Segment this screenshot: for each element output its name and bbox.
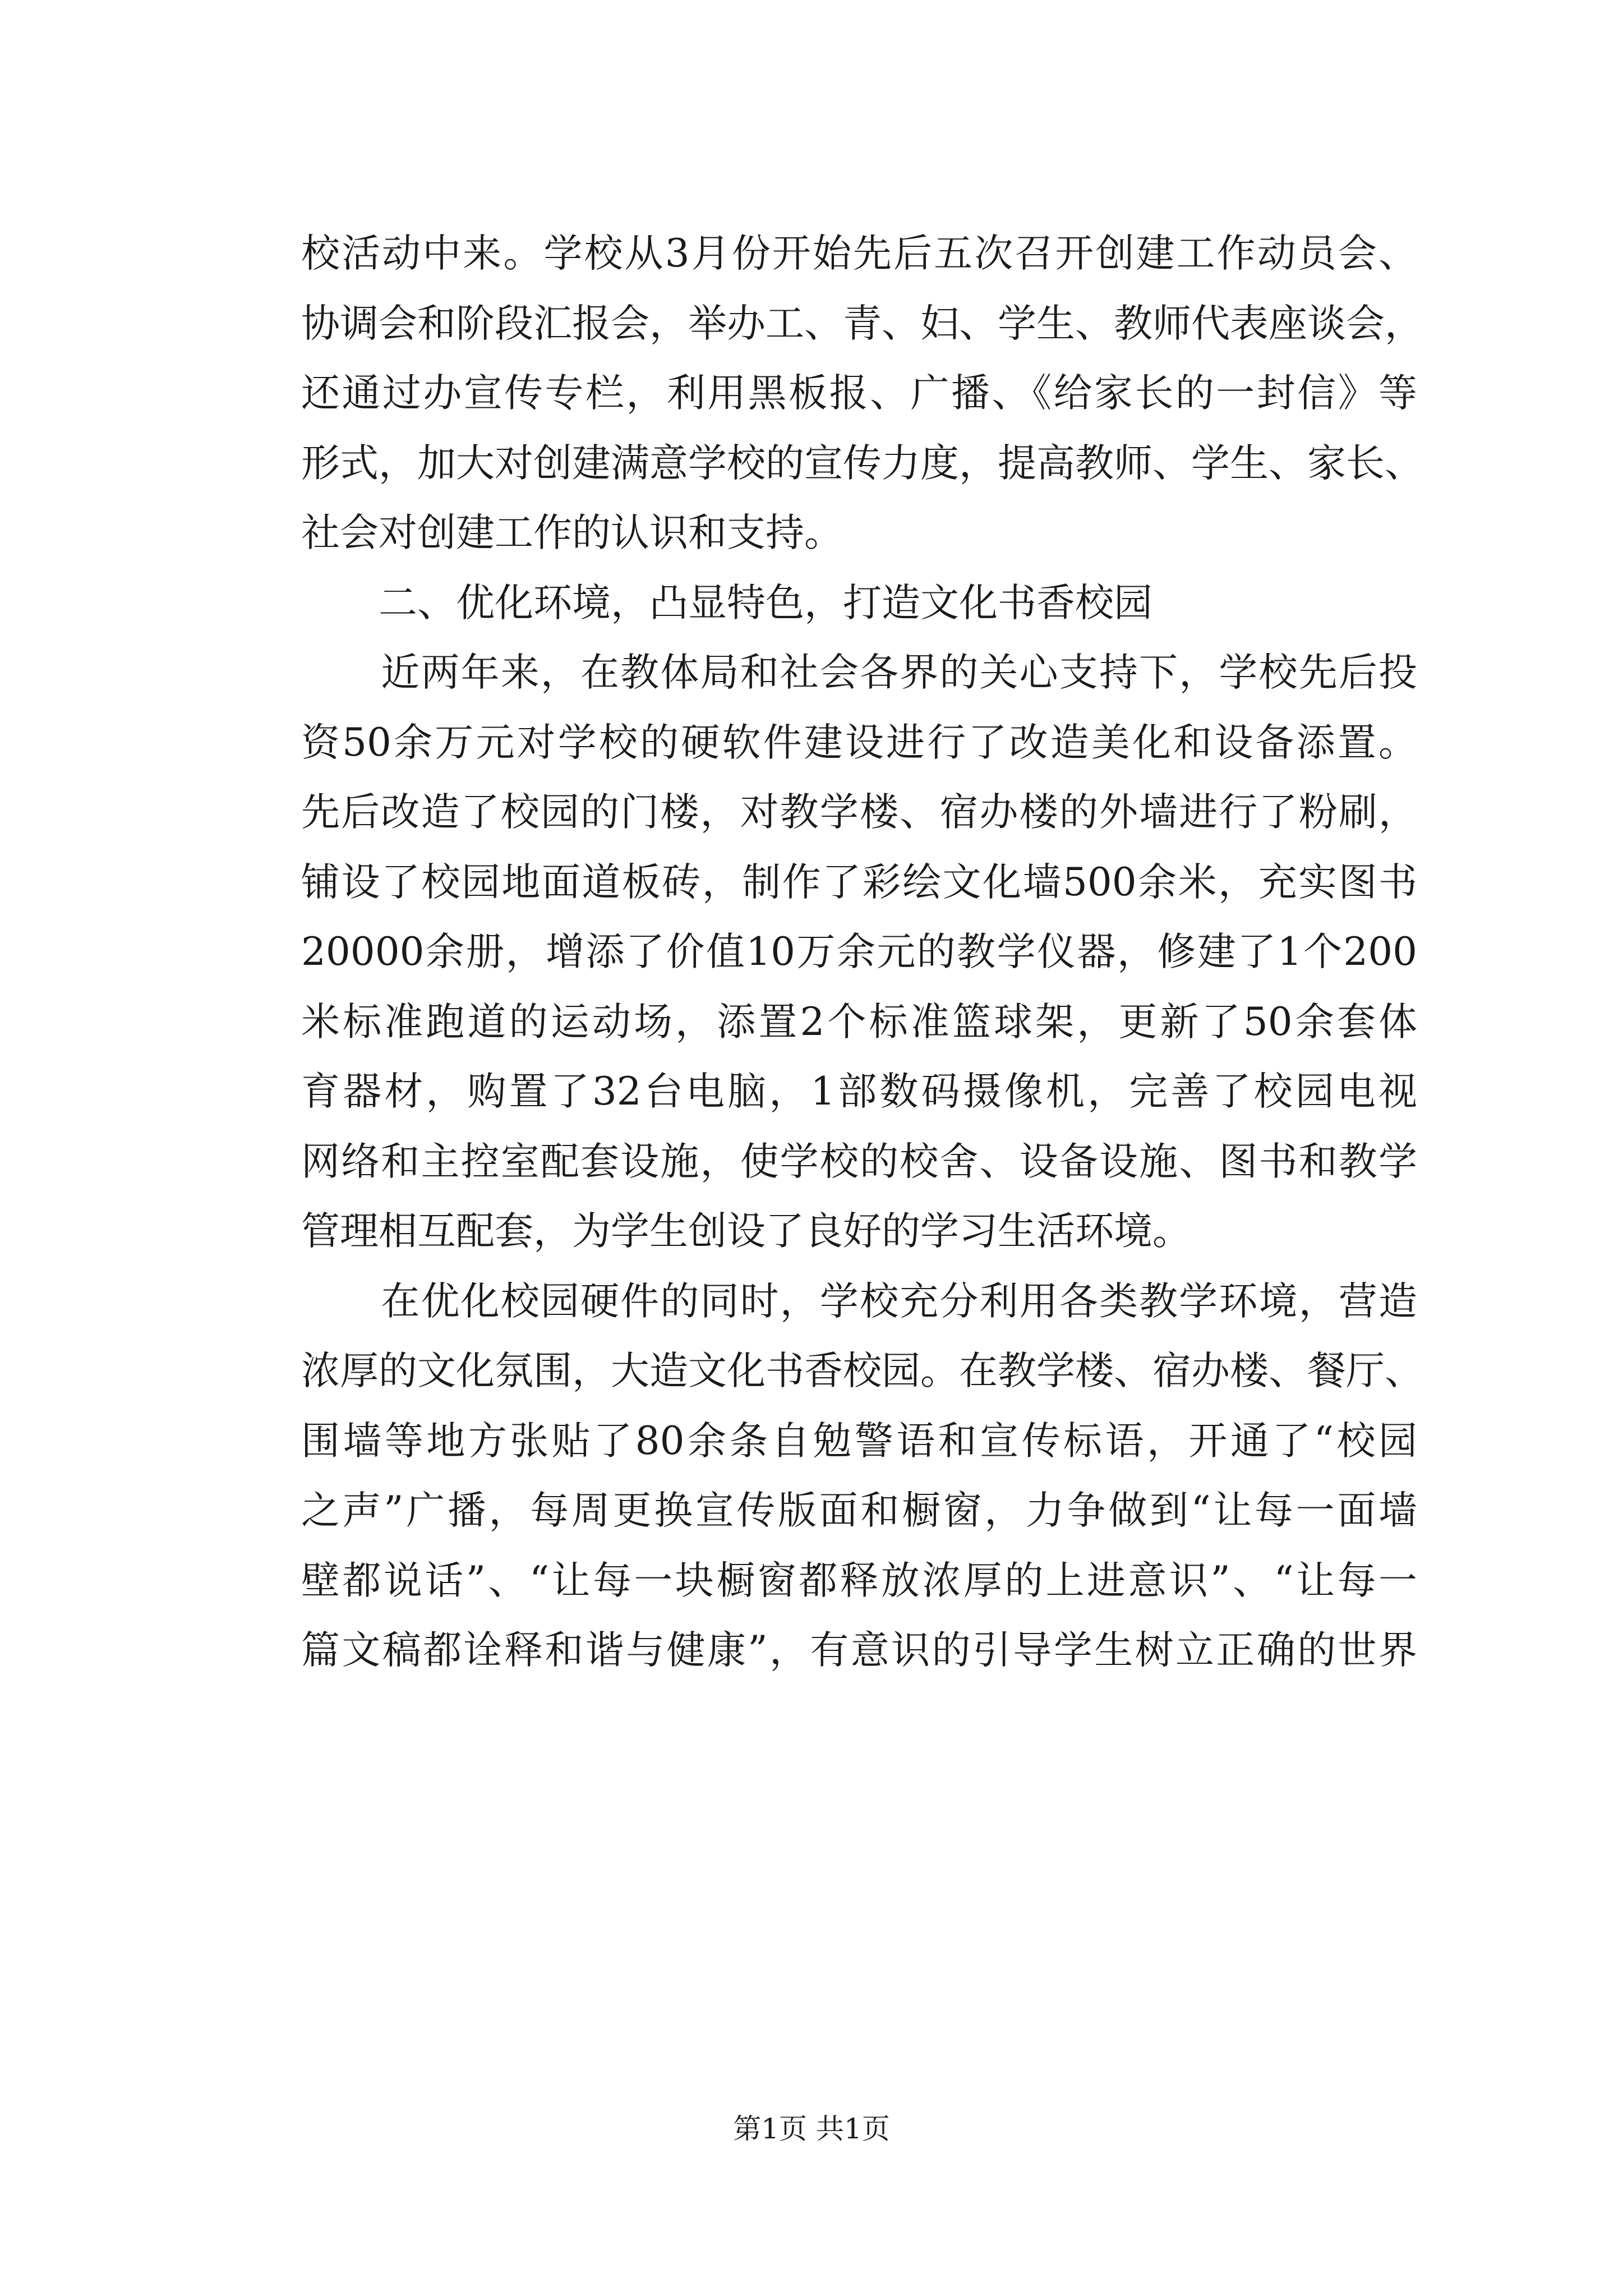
body-line: 20000余册，增添了价值10万余元的教学仪器，修建了1个200 [301,930,1417,974]
body-line: 篇文稿都诠释和谐与健康”，有意识的引导学生树立正确的世界 [301,1628,1417,1673]
body-line: 还通过办宣传专栏，利用黑板报、广播、《给家长的一封信》等 [301,371,1417,416]
body-text [301,219,1423,1686]
body-line: 网络和主控室配套设施，使学校的校舍、设备设施、图书和教学 [301,1139,1417,1184]
page-footer [0,2112,1623,2146]
body-line: 协调会和阶段汇报会，举办工、青、妇、学生、教师代表座谈会， [301,301,1423,346]
body-line: 近两年来，在教体局和社会各界的关心支持下，学校先后投 [301,650,1417,695]
body-line: 壁都说话”、“让每一块橱窗都释放浓厚的上进意识”、“让每一 [301,1558,1417,1603]
page-number-label: 第1页 共1页 [733,2113,890,2145]
body-line: 在优化校园硬件的同时，学校充分利用各类教学环境，营造 [301,1278,1417,1324]
body-line: 资50余万元对学校的硬软件建设进行了改造美化和设备添置。 [301,720,1417,765]
section-heading: 二、优化环境，凸显特色，打造文化书香校园 [301,580,1152,625]
body-line: 管理相互配套，为学生创设了良好的学习生活环境。 [301,1209,1191,1254]
body-line: 校活动中来。学校从3月份开始先后五次召开创建工作动员会、 [301,231,1417,276]
body-line: 之声”广播，每周更换宣传版面和橱窗，力争做到“让每一面墙 [301,1488,1417,1533]
body-line: 浓厚的文化氛围，大造文化书香校园。在教学楼、宿办楼、餐厅、 [301,1349,1423,1393]
body-line: 铺设了校园地面道板砖，制作了彩绘文化墙500余米，充实图书 [301,859,1417,905]
body-line: 形式，加大对创建满意学校的宣传力度，提高教师、学生、家长、 [301,440,1423,486]
body-line: 社会对创建工作的认识和支持。 [301,510,843,555]
body-line: 围墙等地方张贴了80余条自勉警语和宣传标语，开通了“校园 [301,1418,1417,1464]
body-line: 育器材，购置了32台电脑，1部数码摄像机，完善了校园电视 [301,1069,1417,1114]
body-line: 米标准跑道的运动场，添置2个标准篮球架，更新了50余套体 [301,999,1417,1045]
body-line: 先后改造了校园的门楼，对教学楼、宿办楼的外墙进行了粉刷， [301,790,1417,835]
